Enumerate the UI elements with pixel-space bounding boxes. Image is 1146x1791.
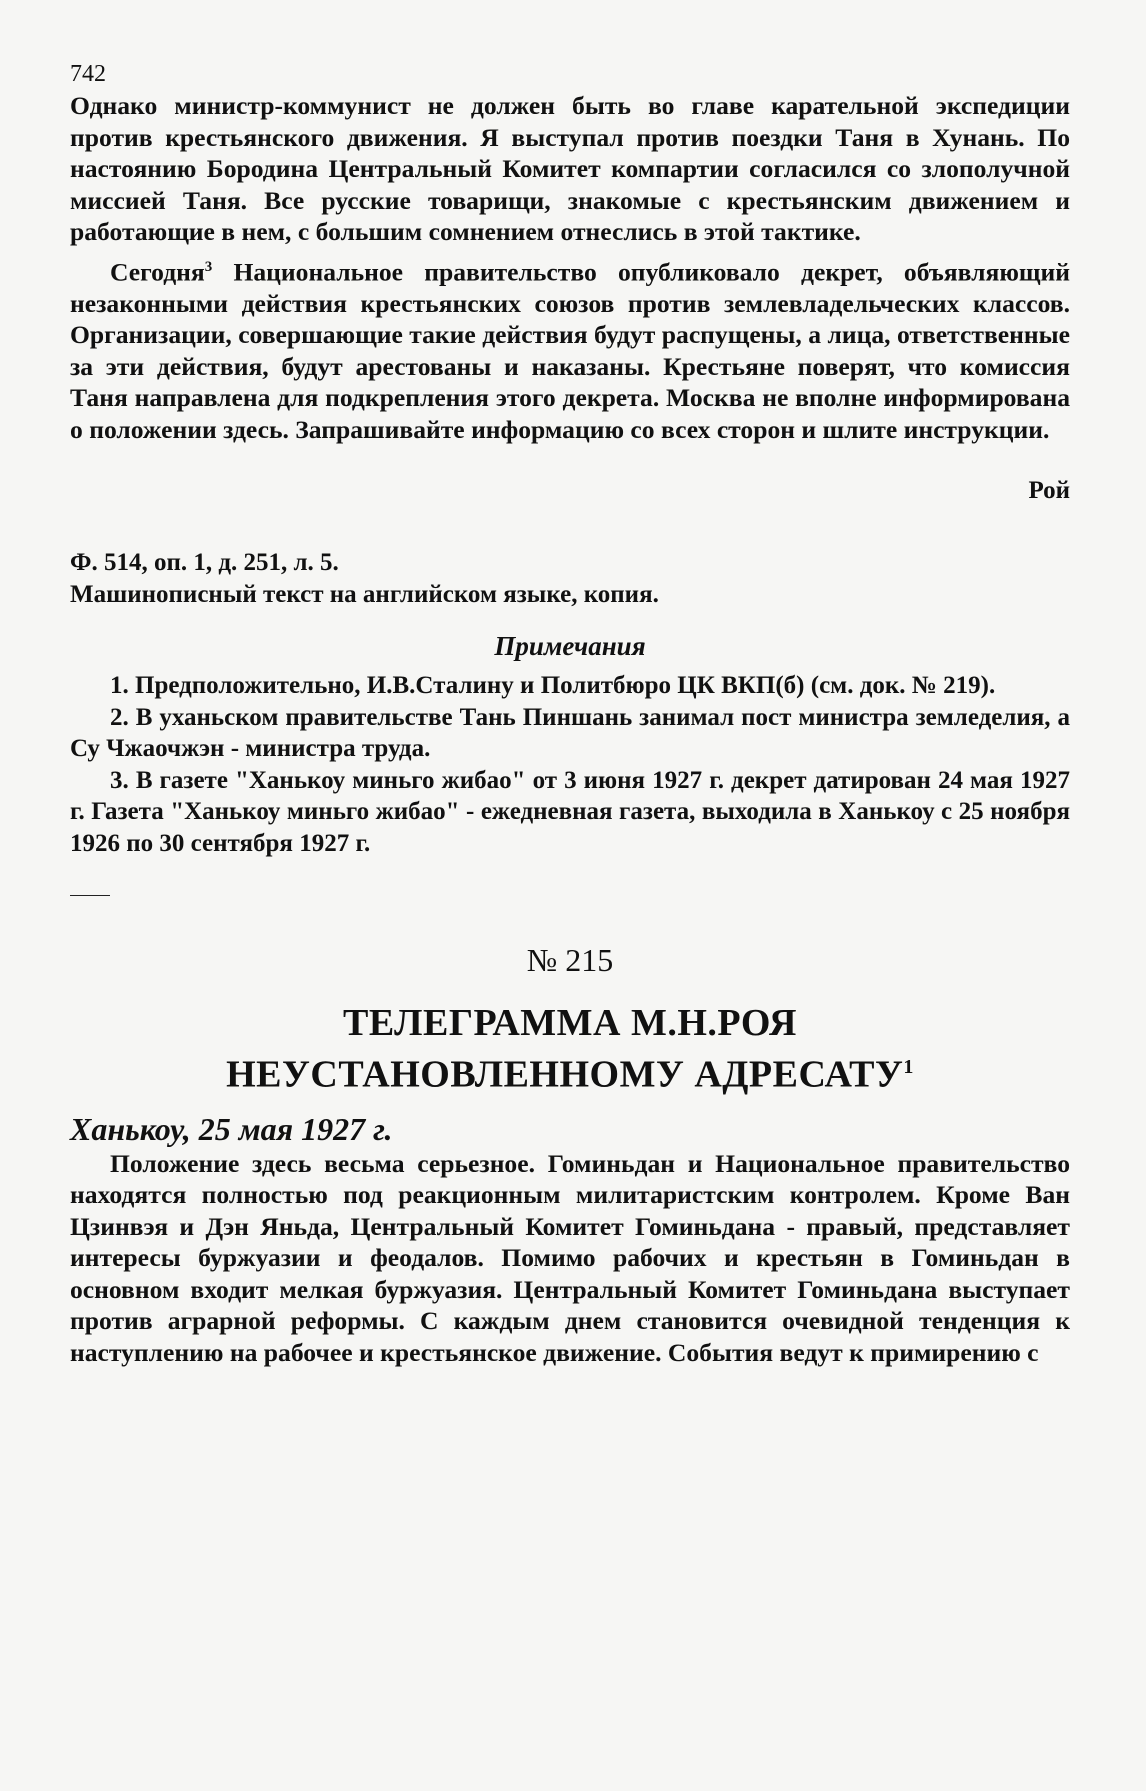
separator-line: [70, 895, 110, 896]
paragraph-decree: [70, 252, 1070, 446]
document-title-line2-text: НЕУСТАНОВЛЕННОМУ АДРЕСАТУ: [226, 1053, 904, 1096]
notes-title: Примечания: [494, 631, 646, 662]
signature: Рой: [1028, 477, 1070, 505]
note-2: 2. В уханьском правительстве Тань Пиншань занимал пост министра земледелия, а Су Чжаочжэн - министра труда.: [70, 703, 1070, 763]
document-title-line1: ТЕЛЕГРАММА М.Н.РОЯ: [342, 1002, 797, 1045]
paragraph-decree-rest: Национальное правительство опубликовало декрет, объявляющий незаконными действия крестьянских союзов против землевладельческих классов. Организации, совершающие такие действия будут распущены, а лица, ответственные за эти действия, будут арестованы и наказаны. Крестьяне поверят, что комиссия Таня направлена для подкрепления этого декрета. Москва не вполне информирована о положении здесь. Запрашивайте информацию со всех сторон и шлите инструкции.: [70, 257, 1070, 444]
title-footnote-ref: 1: [903, 1056, 914, 1079]
paragraph-decree-lead: Сегодня: [110, 257, 205, 287]
page-number: 742: [70, 61, 106, 87]
note-3: 3. В газете "Ханькоу миньго жибао" от 3 июня 1927 г. декрет датирован 24 мая 1927 г. Газета "Ханькоу миньго жибао" - ежедневная газета, выходила в Ханькоу с 25 ноября 1926 по 30 сентября 1927 г.: [70, 766, 1070, 857]
footnote-ref-3: 3: [204, 258, 213, 275]
archive-description: Машинописный текст на английском языке, копия.: [70, 581, 659, 609]
archive-reference: [70, 547, 1070, 611]
document-page: [70, 62, 1070, 1368]
body-paragraph: Положение здесь весьма серьезное. Гоминьдан и Национальное правительство находятся полностью под реакционным милитаристским контролем. Кроме Ван Цзинвэя и Дэн Яньда, Центральный Комитет Гоминьдана - правый, представляет интересы буржуазии и феодалов. Помимо рабочих и крестьян в Гоминьдан в основном входит мелкая буржуазия. Центральный Комитет Гоминьдана выступает против аграрной реформы. С каждым днем становится очевидной тенденция к наступлению на рабочее и крестьянское движение. События ведут к примирению с: [70, 1148, 1070, 1367]
document-title: [70, 1001, 1070, 1097]
note-1: 1. Предположительно, И.В.Сталину и Политбюро ЦК ВКП(б) (см. док. № 219).: [110, 672, 996, 700]
paragraph-top: Однако министр-коммунист не должен быть во главе карательной экспедиции против крестьянского движения. Я выступал против поездки Таня в Хунань. По настоянию Бородина Центральный Комитет компартии согласился со злополучной миссией Таня. Все русские товарищи, знакомые с крестьянским движением и работающие в нем, с большим сомнением отнеслись в этой тактике.: [70, 91, 1070, 246]
document-number: № 215: [526, 942, 614, 979]
archive-ref: Ф. 514, оп. 1, д. 251, л. 5.: [70, 549, 339, 577]
place-date: Ханькоу, 25 мая 1927 г.: [70, 1110, 393, 1147]
document-title-line2: [70, 1045, 1070, 1097]
